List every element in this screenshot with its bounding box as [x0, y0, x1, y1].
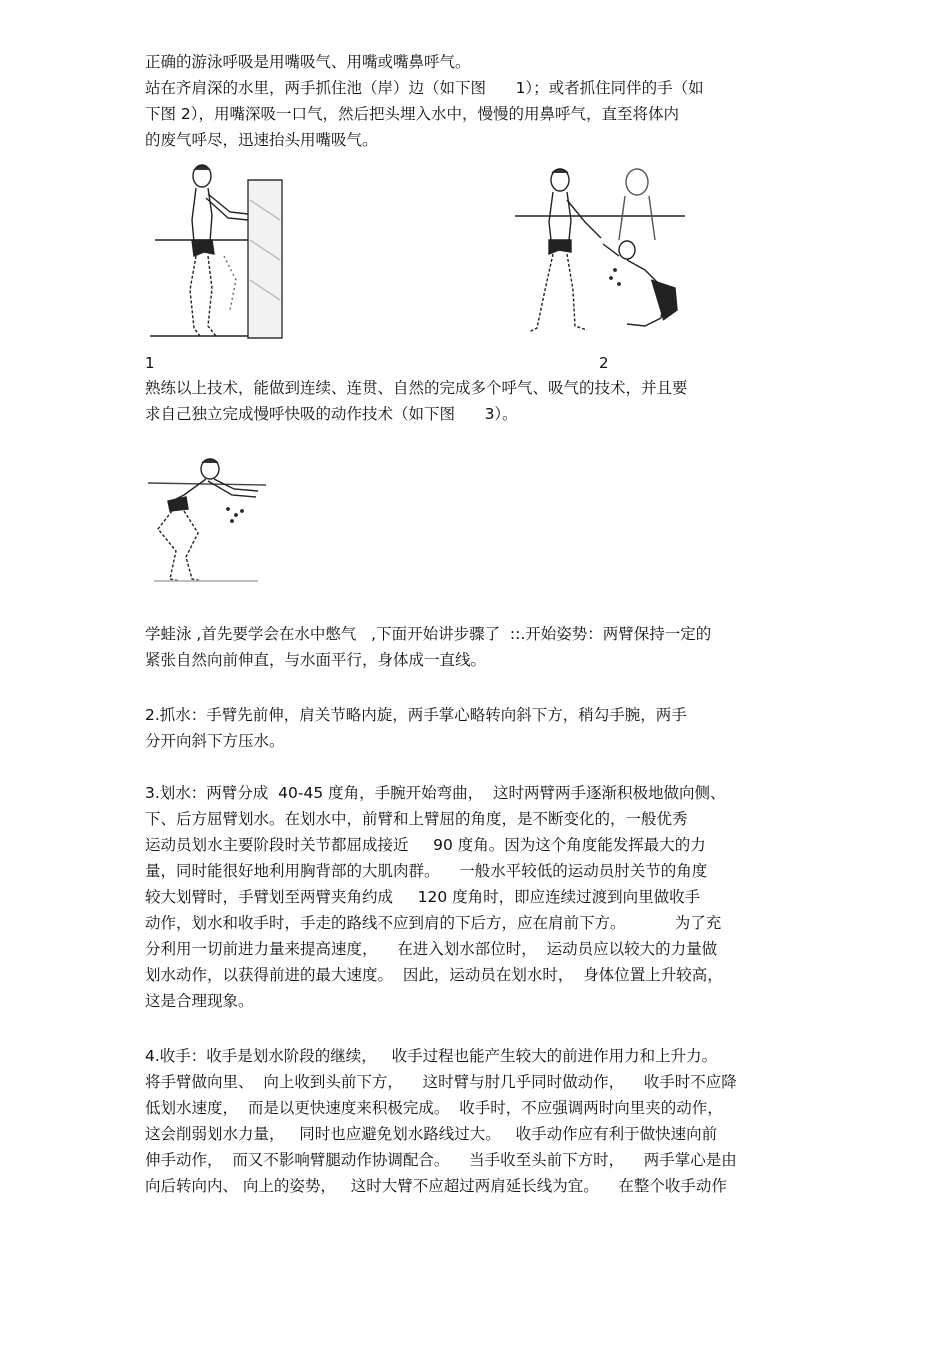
intro-line-2: 站在齐肩深的水里，两手抓住池（岸）边（如下图 1）；或者抓住同伴的手（如 [145, 79, 704, 97]
breaststroke-p1-line-2: 紧张自然向前伸直，与水面平行，身体成一直线。 [145, 651, 487, 669]
breaststroke-p3-line-3: 运动员划水主要阶段时关节都屈成接近 90 度角。因为这个角度能发挥最大的力 [145, 836, 706, 854]
breaststroke-p3-line-1: 3.划水：两臂分成 40-45 度角，手腕开始弯曲， 这时两臂两手逐渐积极地做向侧、 [145, 784, 726, 802]
breaststroke-p3-line-8: 划水动作，以获得前进的最大速度。 因此，运动员在划水时， 身体位置上升较高， [145, 966, 723, 984]
figure-2-partner-illustration [515, 160, 695, 335]
breaststroke-p4-line-6: 向后转向内、 向上的姿势， 这时大臂不应超过两肩延长线为宜。 在整个收手动作 [145, 1177, 727, 1195]
breaststroke-p2-line-1: 2.抓水：手臂先前伸，肩关节略内旋，两手掌心略转向斜下方，稍勾手腕，两手 [145, 706, 687, 724]
breaststroke-p1-line-1: 学蛙泳 ,首先要学会在水中憋气 ,下面开始讲步骤了 ::.开始姿势：两臂保持一定的 [145, 625, 712, 643]
breaststroke-p4-line-1: 4.收手：收手是划水阶段的继续， 收手过程也能产生较大的前进作用力和上升力。 [145, 1047, 718, 1065]
breaststroke-p4-line-3: 低划水速度， 而是以更快速度来积极完成。 收手时，不应强调两时向里夹的动作， [145, 1099, 723, 1117]
practice-line-1: 熟练以上技术，能做到连续、连贯、自然的完成多个呼气、吸气的技术，并且要 [145, 379, 688, 397]
breaststroke-p3-line-5: 较大划臂时，手臂划至两臂夹角约成 120 度角时，即应连续过渡到向里做收手 [145, 888, 701, 906]
breaststroke-p4-line-4: 这会削弱划水力量， 同时也应避免划水路线过大。 收手动作应有利于做快速向前 [145, 1125, 718, 1143]
figure-1-pool-edge-illustration [150, 160, 285, 340]
intro-line-4: 的废气呼尽，迅速抬头用嘴吸气。 [145, 131, 378, 149]
figure-1-label: 1 [145, 354, 155, 372]
breaststroke-p2-line-2: 分开向斜下方压水。 [145, 732, 285, 750]
practice-line-2: 求自己独立完成慢呼快吸的动作技术（如下图 3）。 [145, 405, 518, 423]
breaststroke-p3-line-6: 动作，划水和收手时，手走的路线不应到肩的下后方，应在肩前下方。 为了充 [145, 914, 722, 932]
intro-line-1: 正确的游泳呼吸是用嘴吸气、用嘴或嘴鼻呼气。 [145, 53, 471, 71]
breaststroke-p4-line-5: 伸手动作， 而又不影响臂腿动作协调配合。 当手收至头前下方时， 两手掌心是由 [145, 1151, 737, 1169]
breaststroke-p3-line-7: 分利用一切前进力量来提高速度， 在进入划水部位时， 运动员应以较大的力量做 [145, 940, 718, 958]
breaststroke-p3-line-2: 下、后方屈臂划水。在划水中，前臂和上臂屈的角度，是不断变化的，一般优秀 [145, 810, 688, 828]
intro-line-3: 下图 2），用嘴深吸一口气，然后把头埋入水中，慢慢的用鼻呼气，直至将体内 [145, 105, 680, 123]
breaststroke-p4-line-2: 将手臂做向里、 向上收到头前下方， 这时臂与肘几乎同时做动作， 收手时不应降 [145, 1073, 737, 1091]
breaststroke-p3-line-4: 量，同时能很好地利用胸背部的大肌肉群。 一般水平较低的运动员肘关节的角度 [145, 862, 708, 880]
figure-3-breathing-illustration [148, 455, 270, 583]
breaststroke-p3-line-9: 这是合理现象。 [145, 992, 254, 1010]
figure-2-label: 2 [599, 354, 609, 372]
